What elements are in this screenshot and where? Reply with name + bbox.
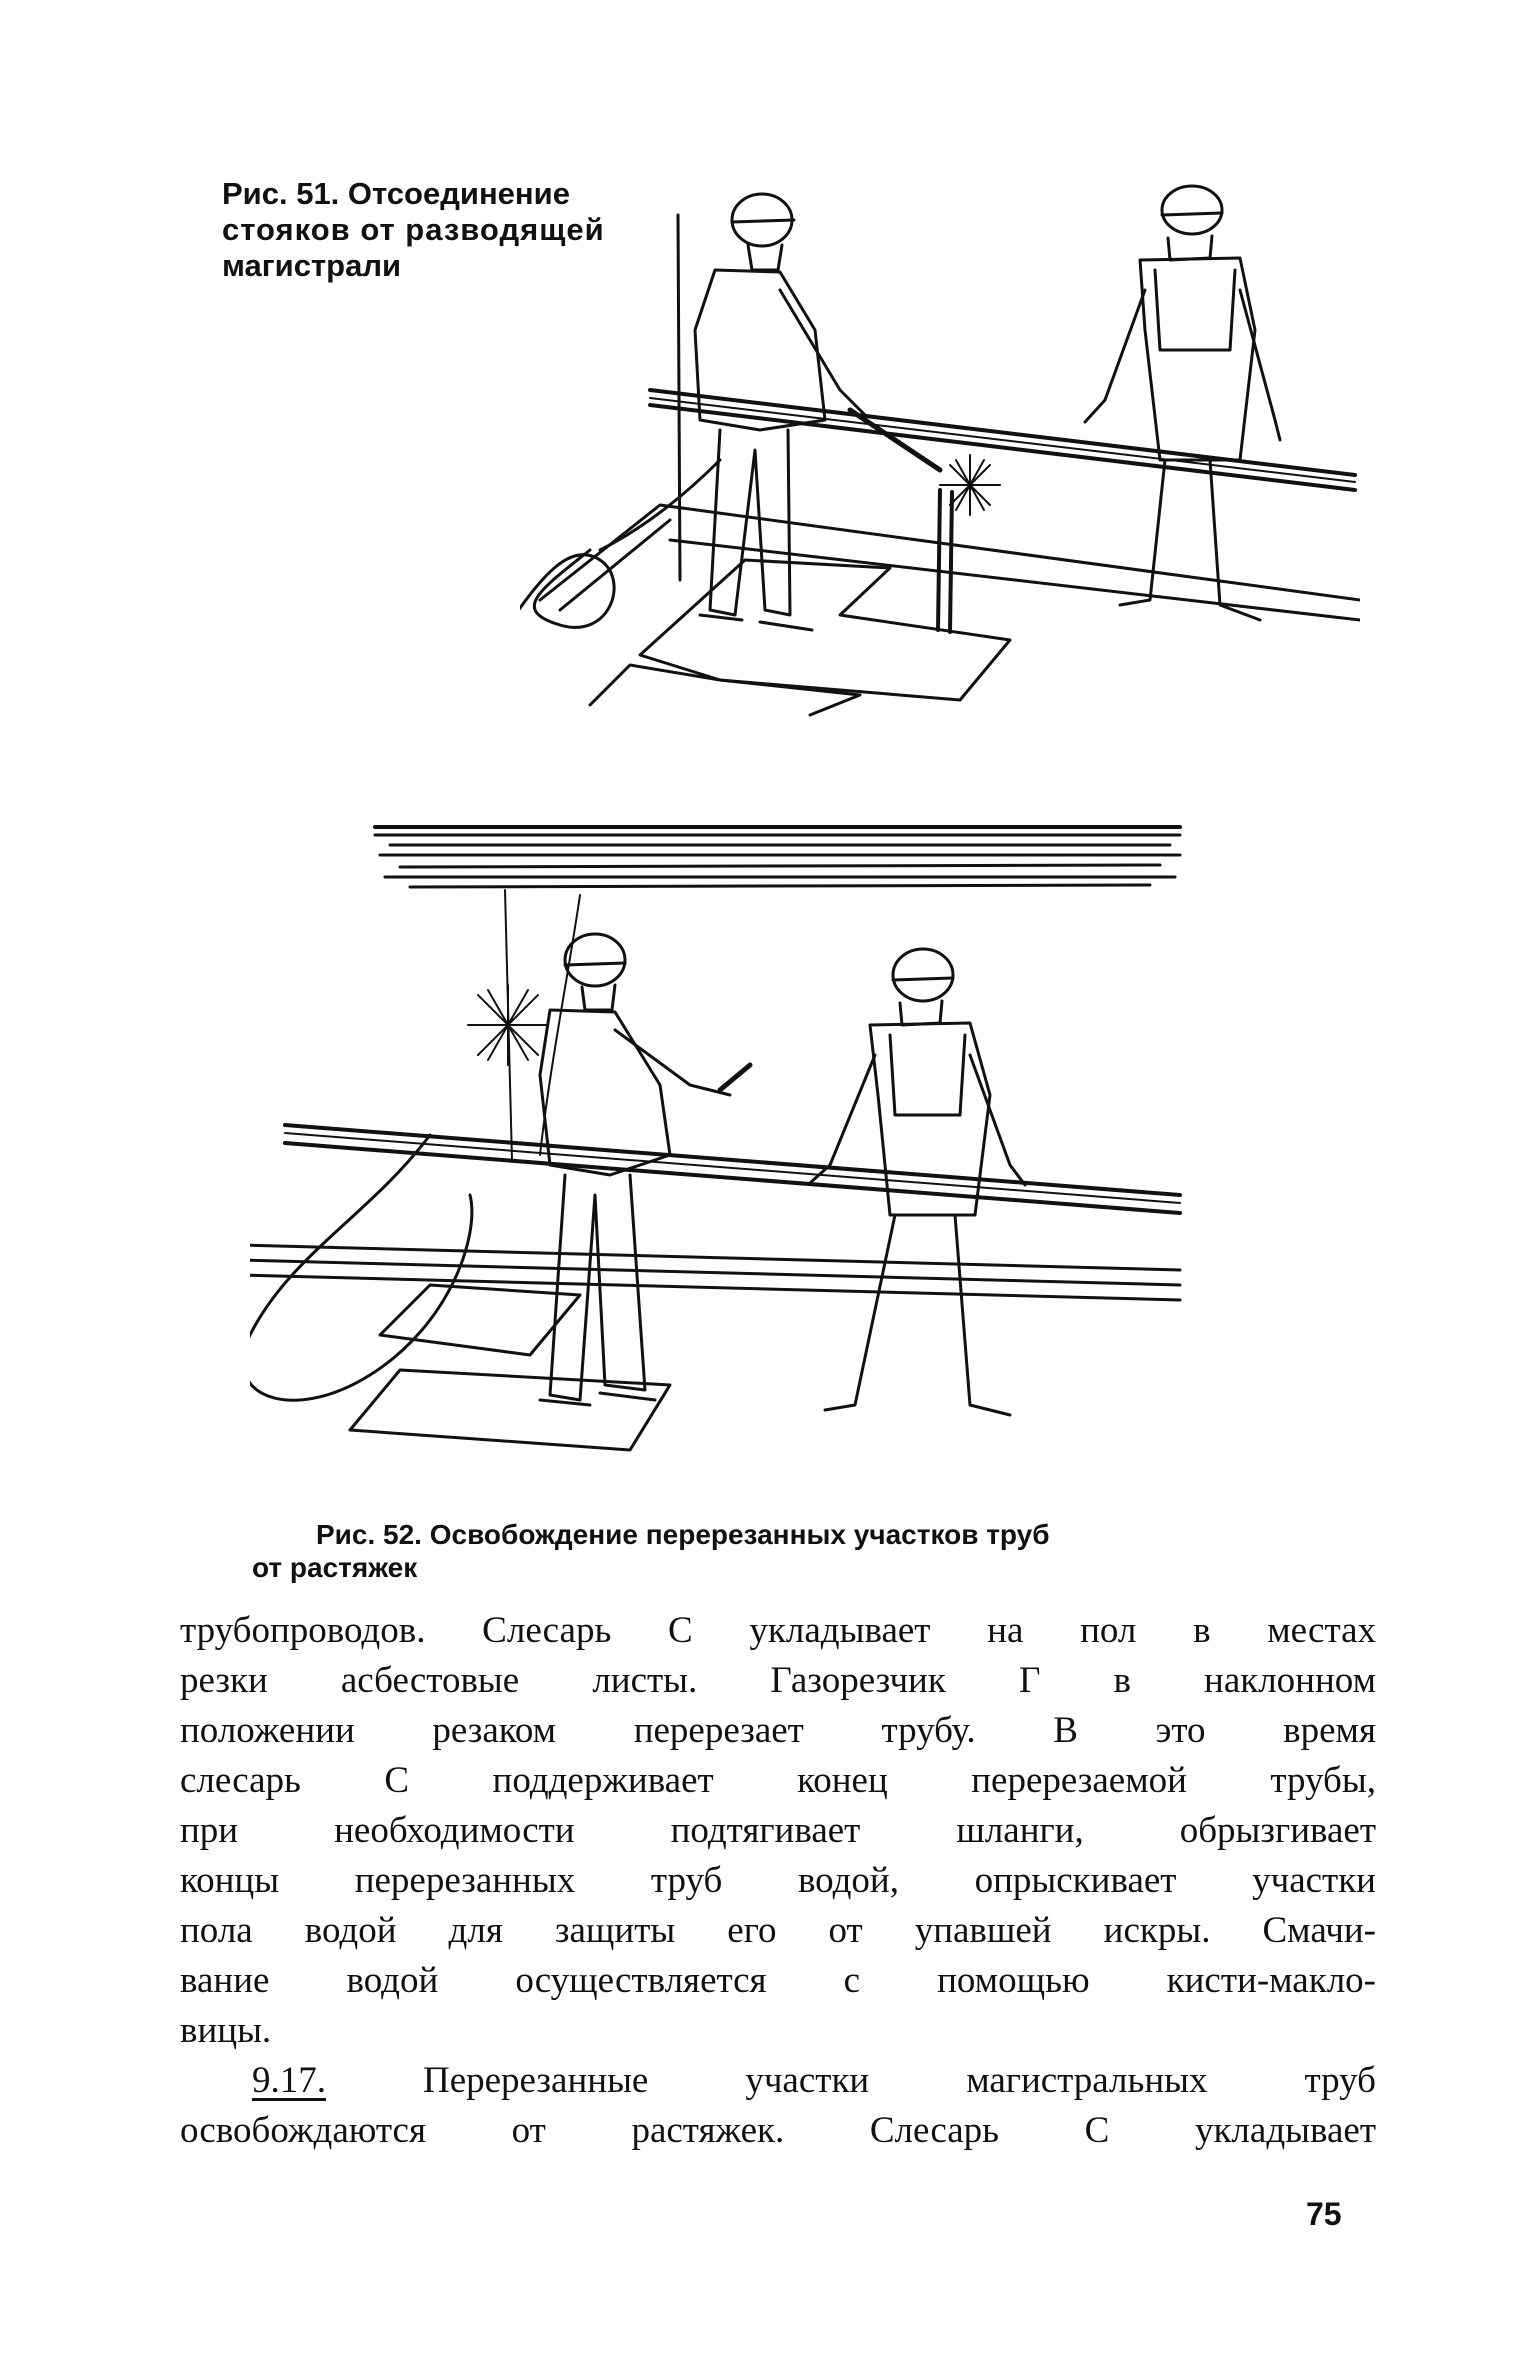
body-text [180, 1606, 1376, 2156]
figure-51-caption-line: стояков от разводящей [222, 212, 605, 247]
hose [250, 1135, 472, 1400]
section-line-text: Перерезанные участки магистральных труб [422, 2060, 1376, 2101]
figure-52-caption [252, 1518, 1252, 1584]
main-pipe [285, 1125, 1180, 1195]
text-line: положении резаком перерезает трубу. В это время [180, 1710, 1376, 1751]
figure-52-caption-line: Рис. 52. Освобождение перерезанных участков труб [316, 1519, 1050, 1550]
spark-burst [468, 985, 548, 1065]
text-line: резки асбестовые листы. Газорезчик Г в наклонном [180, 1660, 1376, 1701]
spark-burst [940, 455, 1000, 515]
worker-fitter [1085, 186, 1280, 620]
asbestos-sheet [640, 560, 1010, 700]
text-line: слесарь С поддерживает конец перерезаемой трубы, [180, 1760, 1376, 1801]
text-line: трубопроводов. Слесарь С укладывает на пол в местах [180, 1610, 1376, 1651]
ceiling-beam [375, 827, 1180, 887]
text-line: пола водой для защиты его от упавшей искры. Смачи- [180, 1910, 1376, 1951]
section-line [180, 2056, 1376, 2106]
text-line: при необходимости подтягивает шланги, обрызгивает [180, 1810, 1376, 1851]
riser-pipe [938, 490, 940, 630]
section-number: 9.17. [252, 2060, 326, 2101]
figure-51-caption-line: магистрали [222, 248, 402, 283]
wall-post [678, 215, 680, 580]
figure-51-illustration [520, 160, 1360, 730]
page-number: 75 [1306, 2196, 1342, 2232]
text-line: концы перерезанных труб водой, опрыскивает участки [180, 1860, 1376, 1901]
hose [520, 550, 614, 627]
text-line: вание водой осуществляется с помощью кисти-макло- [180, 1960, 1376, 2001]
text-line: освобождаются от растяжек. Слесарь С укладывает [180, 2110, 1376, 2151]
figure-52-illustration [250, 815, 1190, 1475]
text-line: вицы. [180, 2010, 272, 2051]
figure-51-caption-line: Рис. 51. Отсоединение [222, 176, 570, 211]
figure-52-caption-line: от растяжек [252, 1552, 418, 1583]
